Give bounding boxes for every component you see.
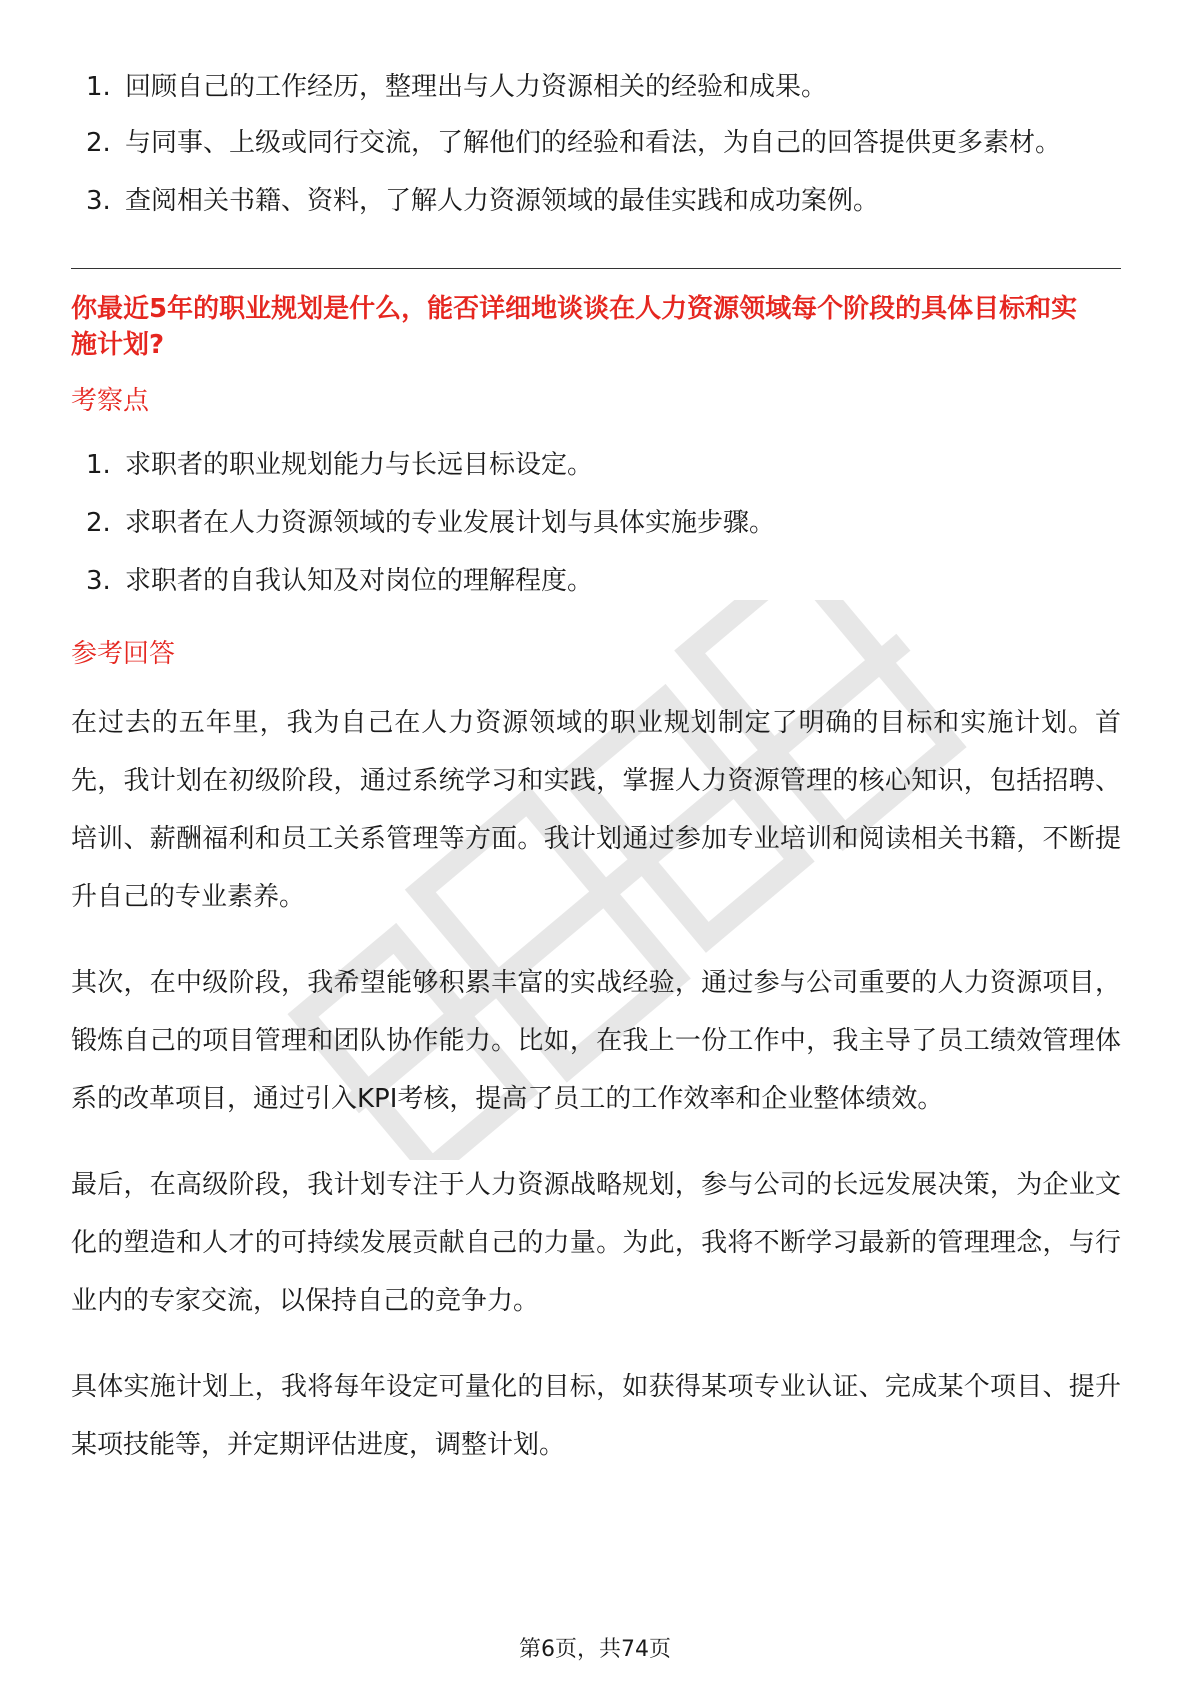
list-item [71,172,1121,230]
answer-paragraph: 在过去的五年里，我为自己在人力资源领域的职业规划制定了明确的目标和实施计划。首先，我计划在初级阶段，通过系统学习和实践，掌握人力资源管理的核心知识，包括招聘、培训、薪酬福利和员工关系管理等方面。我计划通过参加专业培训和阅读相关书籍，不断提升自己的专业素养。 [71,708,1121,912]
list-item [71,494,1121,552]
list-number: 2. [86,508,111,538]
answer-title: 参考回答 [71,639,176,669]
list-number: 3. [86,566,111,596]
list-text: 查阅相关书籍、资料，了解人力资源领域的最佳实践和成功案例。 [125,186,880,216]
intro-list [71,58,1121,230]
list-number: 2. [86,128,111,158]
list-text: 求职者的职业规划能力与长远目标设定。 [125,450,594,480]
section-divider [71,268,1121,269]
answer-paragraph: 具体实施计划上，我将每年设定可量化的目标，如获得某项专业认证、完成某个项目、提升某项技能等，并定期评估进度，调整计划。 [71,1372,1121,1460]
examine-title: 考察点 [71,386,150,416]
list-item [71,58,1121,116]
list-item [71,114,1121,172]
list-item [71,436,1121,494]
list-text: 求职者在人力资源领域的专业发展计划与具体实施步骤。 [125,508,776,538]
list-text: 与同事、上级或同行交流，了解他们的经验和看法，为自己的回答提供更多素材。 [125,128,1062,158]
question-heading: 你最近5年的职业规划是什么，能否详细地谈谈在人力资源领域每个阶段的具体目标和实施计划? [71,294,1078,360]
list-text: 求职者的自我认知及对岗位的理解程度。 [125,566,594,596]
list-number: 1. [86,450,111,480]
answer-paragraph: 其次，在中级阶段，我希望能够积累丰富的实战经验，通过参与公司重要的人力资源项目，锻炼自己的项目管理和团队协作能力。比如，在我上一份工作中，我主导了员工绩效管理体系的改革项目，通过引入KPI考核，提高了员工的工作效率和企业整体绩效。 [71,968,1121,1114]
page-footer: 第6页，共74页 [519,1637,671,1662]
list-text: 回顾自己的工作经历，整理出与人力资源相关的经验和成果。 [125,72,828,102]
examine-list [71,436,1121,610]
list-number: 3. [86,186,111,216]
page-content [71,58,1121,1474]
answer-paragraph: 最后，在高级阶段，我计划专注于人力资源战略规划，参与公司的长远发展决策，为企业文化的塑造和人才的可持续发展贡献自己的力量。为此，我将不断学习最新的管理理念，与行业内的专家交流，以保持自己的竞争力。 [71,1170,1121,1316]
list-item [71,552,1121,610]
list-number: 1. [86,72,111,102]
